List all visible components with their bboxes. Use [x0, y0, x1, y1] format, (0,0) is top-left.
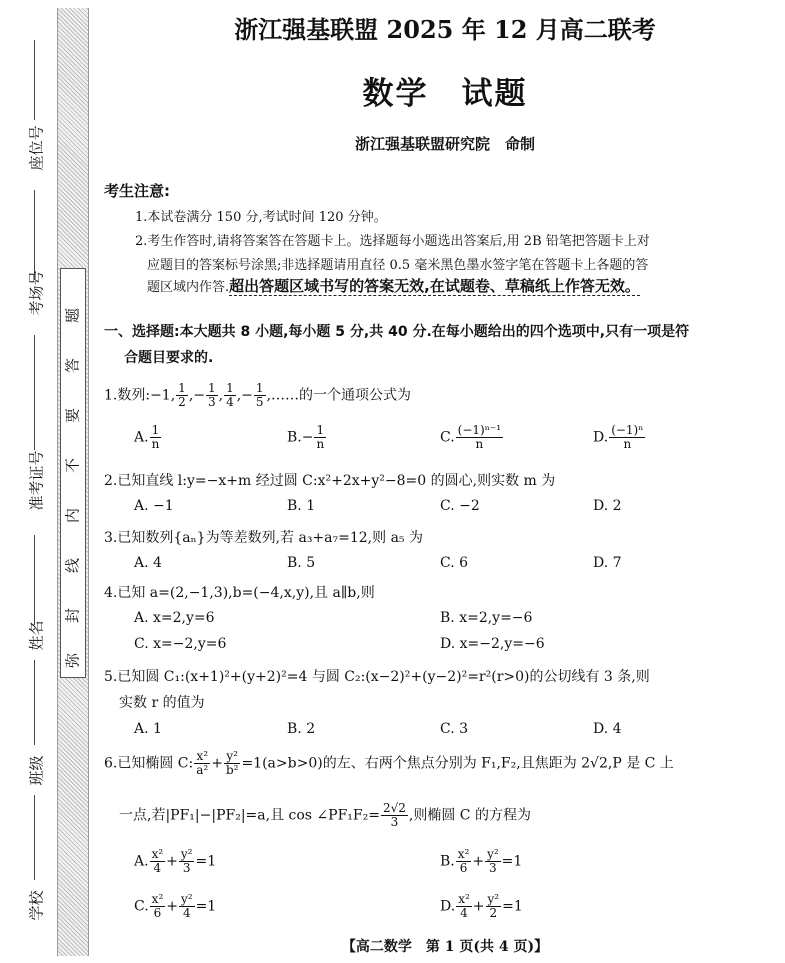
num: 1 [178, 381, 186, 395]
frac [485, 848, 501, 875]
den: a² [196, 763, 209, 777]
q1-option-b[interactable] [287, 424, 327, 451]
section-heading: 一、选择题:本大题共 8 小题,每小题 5 分,共 40 分.在每小题给出的四个选项中,只有一项是符 [104, 324, 690, 340]
q3-option-d[interactable]: D. 7 [593, 555, 622, 571]
frac [150, 848, 166, 875]
frac [456, 893, 472, 920]
q2-option-a[interactable]: A. −1 [134, 498, 174, 514]
q1-term: , [218, 387, 224, 404]
q1-frac [224, 382, 236, 409]
frac [150, 424, 162, 451]
den: 4 [460, 906, 468, 920]
seal-char: 要 [63, 408, 82, 424]
question-4-stem: 4.已知 a=(2,−1,3),b=(−4,x,y),且 a∥b,则 [104, 585, 375, 601]
den: 5 [255, 395, 264, 409]
exam-title: 浙江强基联盟 2025 年 12 月高二联考 [234, 15, 656, 44]
seal-char: 答 [63, 358, 82, 374]
notice-heading: 考生注意: [104, 182, 170, 200]
den: 2 [178, 395, 186, 409]
frac [150, 893, 166, 920]
notice-emphasis: 超出答题区域书写的答案无效,在试题卷、草稿纸上作答无效。 [229, 277, 640, 295]
q1-frac [206, 382, 218, 409]
seal-char: 弥 [63, 653, 82, 669]
q3-option-b[interactable]: B. 5 [287, 555, 316, 571]
frac [609, 424, 645, 451]
question-6-stem [104, 750, 674, 777]
den: n [316, 437, 325, 451]
num: 1 [226, 381, 234, 395]
q1-term: ,− [236, 387, 253, 404]
den: 4 [226, 395, 234, 409]
num: x² [151, 892, 164, 906]
fill-line [34, 190, 35, 280]
author-line: 浙江强基联盟研究院 命制 [354, 135, 535, 153]
num: x² [194, 750, 210, 764]
subject-title: 数学 试题 [362, 76, 528, 112]
frac [179, 848, 195, 875]
num: y² [180, 847, 193, 861]
frac [194, 750, 210, 777]
num: (−1)ⁿ [611, 423, 644, 437]
question-1-stem [104, 382, 411, 409]
name-label: 姓名 [27, 620, 46, 651]
q6-option-d[interactable] [440, 893, 523, 920]
ticket-label: 准考证号 [27, 450, 46, 511]
num: 1 [150, 424, 162, 438]
frac [179, 893, 195, 920]
q3-option-a[interactable]: A. 4 [134, 555, 162, 571]
class-label: 班级 [27, 755, 46, 786]
seal-char: 内 [63, 508, 82, 524]
num: 1 [208, 381, 216, 395]
den: 4 [182, 906, 191, 920]
fill-line [34, 535, 35, 625]
den: b² [225, 763, 239, 777]
question-5-stem-cont: 实数 r 的值为 [119, 695, 205, 711]
q6-text: =1(a>b>0)的左、右两个焦点分别为 F₁,F₂,且焦距为 2√2,P 是 C 上 [241, 755, 674, 772]
den: 4 [153, 861, 162, 875]
label: C. [134, 898, 149, 915]
label: C. [440, 429, 455, 446]
num: y² [487, 892, 500, 906]
label: D. [593, 429, 609, 446]
q1-option-a[interactable] [134, 424, 162, 451]
num: (−1)ⁿ⁻¹ [457, 423, 502, 437]
den: 3 [208, 395, 216, 409]
q1-prefix: 1.数列: [104, 387, 151, 404]
q1-frac [176, 382, 188, 409]
question-6-stem-cont [119, 802, 531, 829]
den: 3 [390, 815, 399, 829]
label: A. [134, 429, 149, 446]
q6-text: 一点,若|PF₁|−|PF₂|=a,且 cos ∠PF₁F₂= [119, 807, 380, 824]
frac [456, 848, 472, 875]
notice-item-2-end [147, 275, 640, 296]
num: 1 [314, 424, 326, 438]
frac [486, 893, 502, 920]
q1-option-c[interactable] [440, 424, 504, 451]
q6-option-b[interactable] [440, 848, 522, 875]
num: y² [487, 847, 499, 861]
q1-term: ,……的一个通项公式为 [266, 387, 412, 404]
seal-char: 不 [63, 458, 82, 474]
q6-option-c[interactable] [134, 893, 216, 920]
frac [456, 424, 503, 451]
fill-line [34, 660, 35, 745]
q5-option-a[interactable]: A. 1 [134, 721, 162, 737]
num: 1 [255, 381, 264, 395]
q1-frac [254, 382, 266, 409]
seal-char: 线 [63, 558, 82, 574]
den: 3 [182, 861, 191, 875]
q2-option-c[interactable]: C. −2 [440, 498, 480, 514]
plus: + [211, 755, 223, 772]
school-label: 学校 [27, 890, 46, 921]
seal-char: 封 [63, 608, 82, 624]
room-label: 考场号 [27, 270, 46, 316]
q3-option-c[interactable]: C. 6 [440, 555, 469, 571]
plus: + [166, 853, 178, 870]
fill-line [34, 795, 35, 880]
label: B. [440, 853, 455, 870]
num: y² [180, 892, 193, 906]
label: A. [134, 853, 149, 870]
section-heading-cont: 合题目要求的. [124, 350, 214, 366]
q5-option-b[interactable]: B. 2 [287, 721, 316, 737]
q5-option-c[interactable]: C. 3 [440, 721, 469, 737]
plus: + [472, 898, 485, 915]
eq: =1 [195, 853, 217, 870]
q5-option-d[interactable]: D. 4 [593, 721, 622, 737]
q6-text: ,则椭圆 C 的方程为 [408, 807, 531, 824]
plus: + [166, 898, 178, 915]
q1-option-d[interactable] [593, 424, 646, 451]
eq: =1 [502, 898, 523, 915]
q1-term: ,− [188, 387, 205, 404]
plus: + [472, 853, 485, 870]
num: x² [458, 892, 470, 906]
den: 6 [459, 861, 468, 875]
question-3-stem: 3.已知数列{aₙ}为等差数列,若 a₃+a₇=12,则 a₅ 为 [104, 530, 423, 546]
frac [224, 750, 241, 777]
fill-line [34, 335, 35, 450]
den: n [475, 437, 484, 451]
question-5-stem: 5.已知圆 C₁:(x+1)²+(y+2)²=4 与圆 C₂:(x−2)²+(y−2)²=r²(r>0)的公切线有 3 条,则 [104, 669, 650, 685]
frac [381, 802, 408, 829]
den: 2 [489, 906, 498, 920]
label: D. [440, 898, 456, 915]
q2-option-d[interactable]: D. 2 [593, 498, 622, 514]
num: x² [457, 847, 470, 861]
notice-plain: 题区域内作答. [147, 280, 230, 295]
notice-item-1: 1.本试卷满分 150 分,考试时间 120 分钟。 [135, 210, 387, 225]
seat-label: 座位号 [27, 125, 46, 171]
q1-term: −1, [150, 387, 176, 404]
q6-text: 6.已知椭圆 C: [104, 755, 194, 772]
fill-line [34, 40, 35, 120]
den: 3 [489, 861, 497, 875]
q4-option-c[interactable]: C. x=−2,y=6 [134, 636, 227, 652]
label: B.− [287, 429, 314, 446]
question-2-stem: 2.已知直线 l:y=−x+m 经过圆 C:x²+2x+y²−8=0 的圆心,则实数 m 为 [104, 473, 556, 489]
q6-option-a[interactable] [134, 848, 216, 875]
q2-option-b[interactable]: B. 1 [287, 498, 316, 514]
eq: =1 [501, 853, 523, 870]
den: 6 [153, 906, 162, 920]
den: n [151, 437, 160, 451]
num: 2√2 [382, 801, 406, 815]
seal-char: 题 [63, 308, 82, 324]
frac [314, 424, 326, 451]
eq: =1 [195, 898, 217, 915]
notice-item-2: 2.考生作答时,请将答案答在答题卡上。选择题每小题选出答案后,用 2B 铅笔把答题卡上对 [135, 234, 650, 249]
q4-option-a[interactable]: A. x=2,y=6 [134, 610, 215, 626]
den: n [623, 437, 632, 451]
page-footer: 【高二数学 第 1 页(共 4 页)】 [341, 939, 549, 955]
num: y² [224, 750, 241, 764]
q4-option-b[interactable]: B. x=2,y=−6 [440, 610, 533, 626]
notice-item-2-cont: 应题目的答案标号涂黑;非选择题请用直径 0.5 毫米黑色墨水签字笔在答题卡上各题的答 [147, 258, 649, 273]
num: x² [151, 847, 164, 861]
q4-option-d[interactable]: D. x=−2,y=−6 [440, 636, 545, 652]
